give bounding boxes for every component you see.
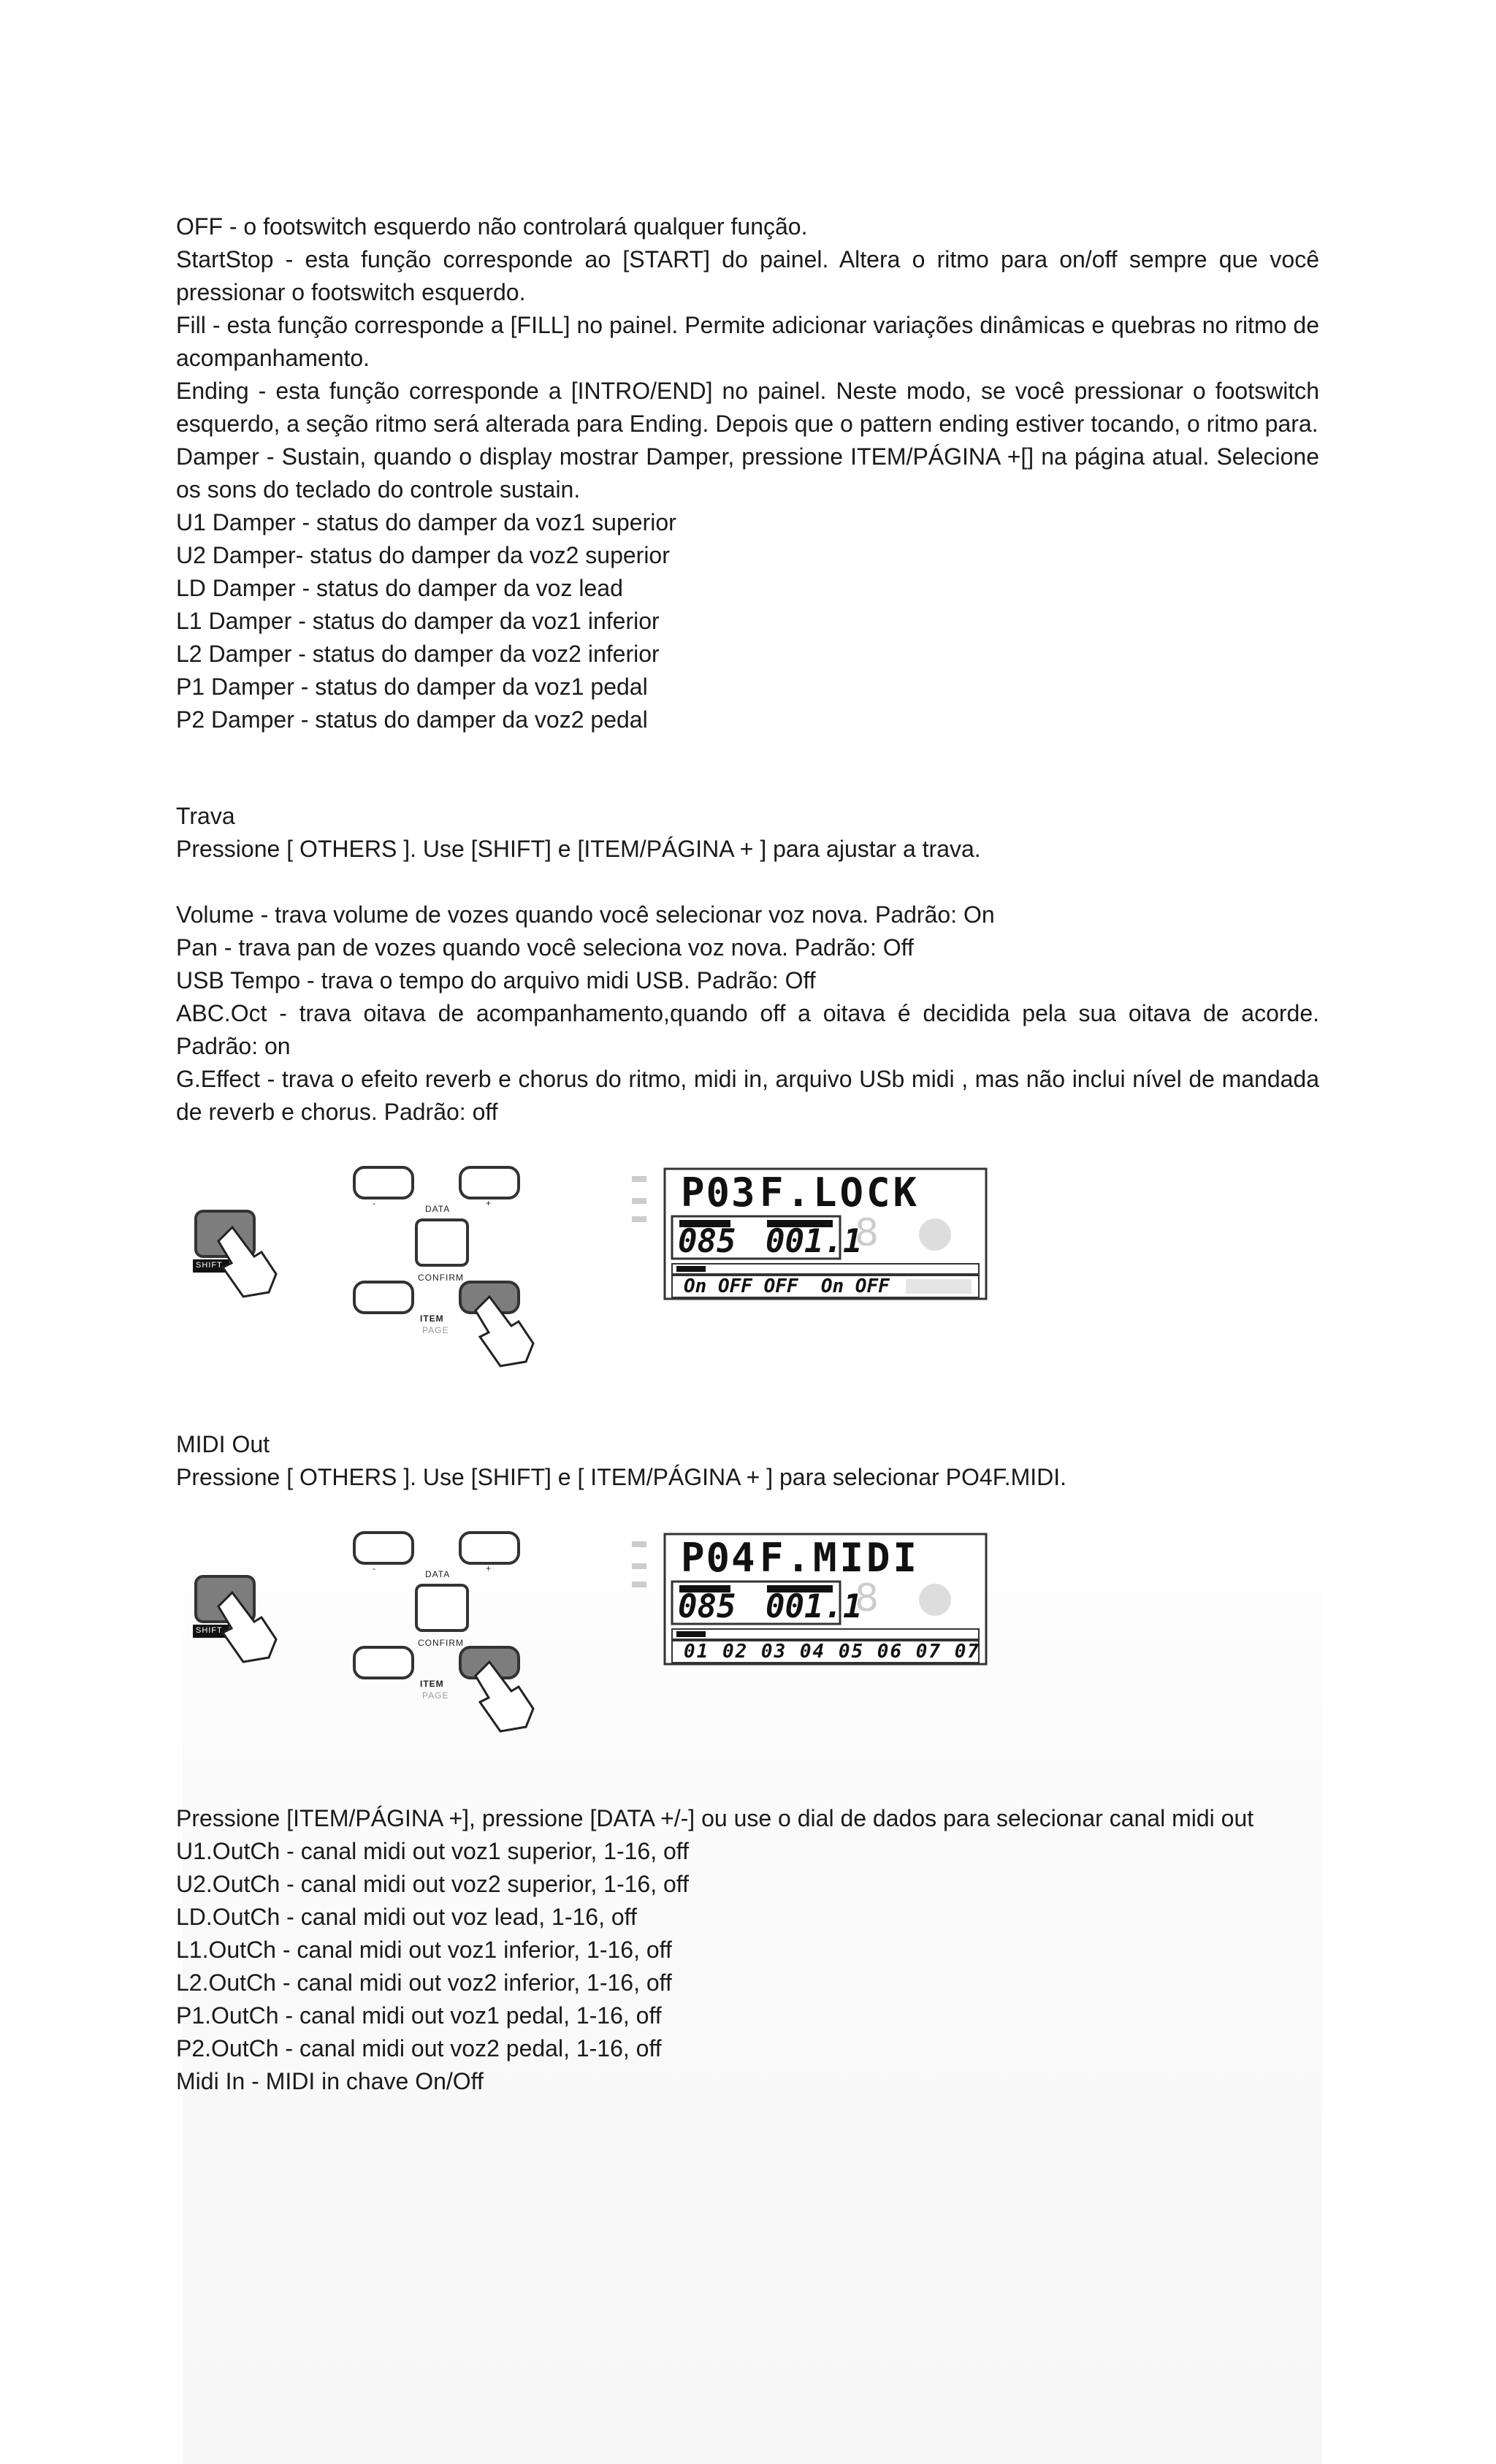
paragraph: Volume - trava volume de vozes quando você selecionar voz nova. Padrão: On <box>176 901 995 928</box>
item-label: ITEM <box>420 1679 444 1689</box>
section-midi-out <box>176 1428 1319 1494</box>
minus-sign: - <box>373 1563 376 1574</box>
lcd-tempo: 085 <box>678 1588 736 1625</box>
paragraph: P2.OutCh - canal midi out voz2 pedal, 1-16, off <box>176 2035 662 2061</box>
paragraph: StartStop - esta função corresponde ao [START] do painel. Altera o ritmo para on/off sempre que você pressionar o footswitch esquerdo. <box>176 246 1319 305</box>
lcd-channel-row: 01 02 03 04 05 06 07 07 <box>684 1641 981 1663</box>
figure-lock-panel <box>175 1162 1008 1373</box>
item-minus-button <box>354 1282 413 1313</box>
paragraph: LD.OutCh - canal midi out voz lead, 1-16, off <box>176 1904 637 1930</box>
paragraph: MIDI Out <box>176 1431 270 1457</box>
paragraph: Ending - esta função corresponde a [INTRO/END] no painel. Neste modo, se você pressionar o footswitch esquerdo, a seção ritmo será alterada para Ending. Depois que o pattern ending estiver tocando, o ritmo para. <box>176 378 1319 437</box>
paragraph: Damper - Sustain, quando o display mostrar Damper, pressione ITEM/PÁGINA +[] na página atual. Selecione os sons do teclado do controle sustain. <box>176 443 1319 503</box>
paragraph: U2 Damper- status do damper da voz2 superior <box>176 542 670 568</box>
section-midi-channels <box>176 1802 1319 2098</box>
paragraph: OFF - o footswitch esquerdo não controlará qualquer função. <box>176 213 808 240</box>
page-label: PAGE <box>422 1690 449 1701</box>
data-minus-button <box>354 1167 413 1198</box>
lcd-page-title: F.LOCK <box>760 1170 920 1216</box>
paragraph: Fill - esta função corresponde a [FILL] no painel. Permite adicionar variações dinâmicas e quebras no ritmo de acompanhamento. <box>176 312 1319 371</box>
paragraph: USB Tempo - trava o tempo do arquivo midi USB. Padrão: Off <box>176 967 816 993</box>
section-footswitch-functions <box>176 210 1319 736</box>
data-plus-button <box>460 1167 519 1198</box>
confirm-button <box>416 1220 468 1265</box>
lcd-page-number: P03 <box>681 1170 757 1216</box>
paragraph: Pressione [ITEM/PÁGINA +], pressione [DATA +/-] ou use o dial de dados para selecionar canal midi out <box>176 1805 1254 1831</box>
item-label: ITEM <box>420 1313 444 1324</box>
lcd-tempo: 085 <box>678 1223 736 1260</box>
paragraph: Pressione [ OTHERS ]. Use [SHIFT] e [ ITEM/PÁGINA + ] para selecionar PO4F.MIDI. <box>176 1464 1067 1490</box>
plus-sign: + <box>486 1198 492 1208</box>
confirm-label: CONFIRM <box>418 1273 464 1283</box>
paragraph: Pan - trava pan de vozes quando você seleciona voz nova. Padrão: Off <box>176 934 914 961</box>
paragraph: Trava <box>176 803 235 829</box>
plus-sign: + <box>486 1563 492 1574</box>
data-minus-button <box>354 1533 413 1563</box>
paragraph: LD Damper - status do damper da voz lead <box>176 575 623 601</box>
confirm-button <box>416 1585 468 1630</box>
paragraph: U1.OutCh - canal midi out voz1 superior, 1-16, off <box>176 1838 689 1864</box>
paragraph: Pressione [ OTHERS ]. Use [SHIFT] e [ITEM/PÁGINA + ] para ajustar a trava. <box>176 836 981 862</box>
page-label: PAGE <box>422 1325 449 1335</box>
paragraph: P2 Damper - status do damper da voz2 pedal <box>176 706 648 733</box>
shift-label: SHIFT <box>196 1261 223 1270</box>
lcd-measure: 001.1 <box>766 1588 863 1625</box>
paragraph: U2.OutCh - canal midi out voz2 superior, 1-16, off <box>176 1871 689 1897</box>
svg-text:8: 8 <box>855 1576 879 1620</box>
paragraph: P1.OutCh - canal midi out voz1 pedal, 1-16, off <box>176 2002 662 2029</box>
paragraph: G.Effect - trava o efeito reverb e chorus do ritmo, midi in, arquivo USb midi , mas não inclui nível de mandada de reverb e chorus. Padrão: off <box>176 1066 1319 1125</box>
data-label: DATA <box>425 1569 451 1579</box>
section-trava <box>176 800 1319 866</box>
paragraph: L1 Damper - status do damper da voz1 inferior <box>176 608 660 634</box>
paragraph: L2.OutCh - canal midi out voz2 inferior, 1-16, off <box>176 1969 672 1996</box>
paragraph: L2 Damper - status do damper da voz2 inferior <box>176 641 660 667</box>
svg-text:8: 8 <box>855 1211 879 1255</box>
lcd-measure: 001.1 <box>766 1223 863 1260</box>
figure-midi-panel <box>175 1527 1008 1739</box>
data-label: DATA <box>425 1204 451 1214</box>
lcd-value-row: On OFF OFF On OFF <box>684 1275 890 1297</box>
confirm-label: CONFIRM <box>418 1638 464 1648</box>
paragraph: U1 Damper - status do damper da voz1 superior <box>176 509 676 535</box>
paragraph: P1 Damper - status do damper da voz1 pedal <box>176 674 648 700</box>
data-plus-button <box>460 1533 519 1563</box>
paragraph: Midi In - MIDI in chave On/Off <box>176 2068 484 2094</box>
paragraph: L1.OutCh - canal midi out voz1 inferior, 1-16, off <box>176 1937 672 1963</box>
shift-label: SHIFT <box>196 1626 223 1635</box>
lcd-page-number: P04 <box>681 1535 757 1581</box>
paragraph: ABC.Oct - trava oitava de acompanhamento,quando off a oitava é decidida pela sua oitava de acorde. Padrão: on <box>176 1000 1319 1059</box>
minus-sign: - <box>373 1198 376 1208</box>
lcd-page-title: F.MIDI <box>760 1535 920 1581</box>
item-minus-button <box>354 1647 413 1678</box>
section-lock-options <box>176 899 1319 1129</box>
